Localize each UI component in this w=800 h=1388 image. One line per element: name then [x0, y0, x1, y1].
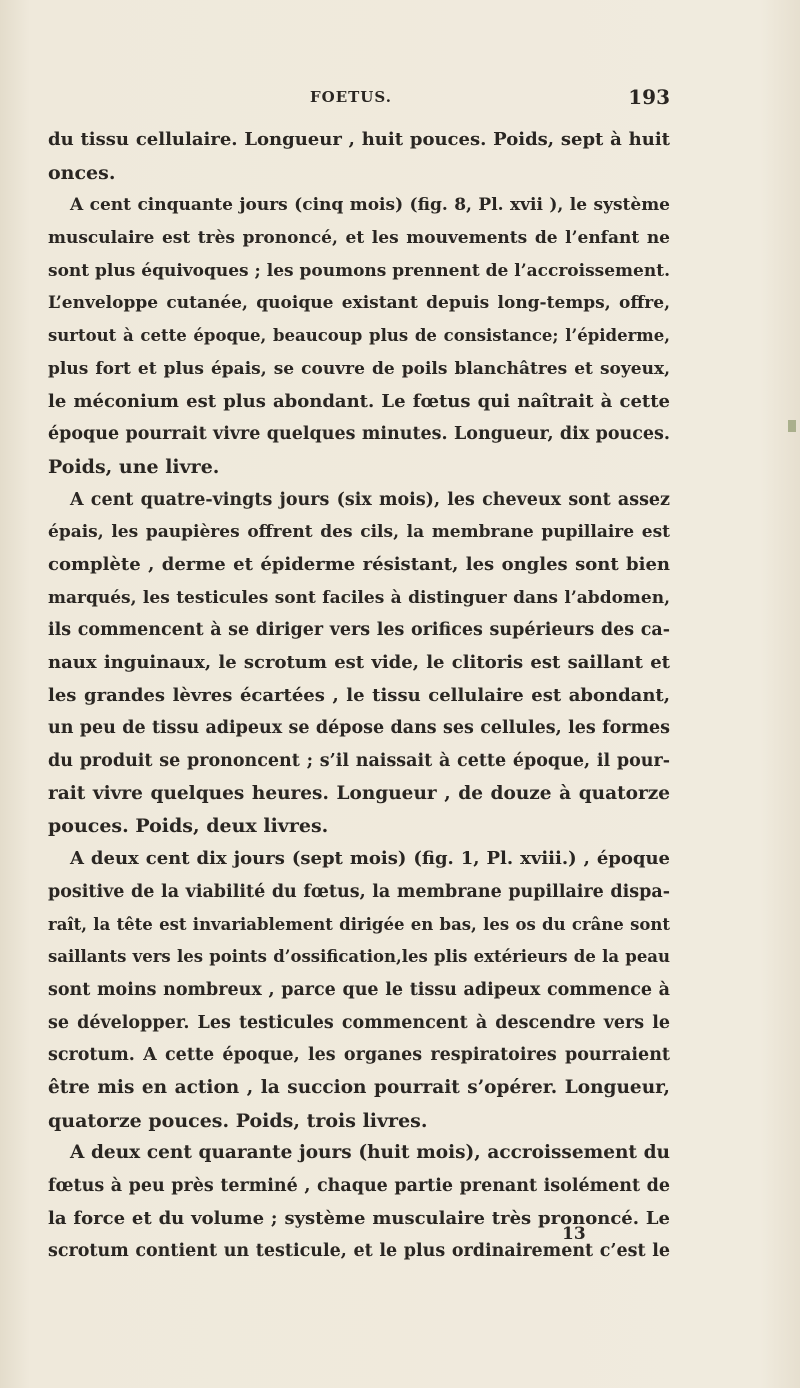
running-title: FOETUS.	[310, 88, 392, 106]
text-line: la force et du volume ; système musculaire très prononcé. Le	[48, 1207, 670, 1229]
text-line: surtout à cette époque, beaucoup plus de consistance; l’épiderme,	[48, 326, 670, 346]
page-header	[48, 85, 670, 118]
text-line: du produit se prononcent ; s’il naissait à cette époque, il pour-	[48, 751, 670, 772]
text-line: A deux cent quarante jours (huit mois), accroissement du	[70, 1142, 670, 1164]
text-line: ils commencent à se diriger vers les orifices supérieurs des ca-	[48, 620, 670, 641]
text-line: onces.	[48, 161, 116, 184]
text-line: saillants vers les points d’ossification,les plis extérieurs de la peau	[48, 947, 670, 967]
text-line: plus fort et plus épais, se couvre de poils blanchâtres et soyeux,	[48, 358, 670, 379]
text-line: pouces. Poids, deux livres.	[48, 815, 329, 838]
text-line: un peu de tissu adipeux se dépose dans ses cellules, les formes	[48, 718, 670, 739]
text-line: musculaire est très prononcé, et les mouvements de l’enfant ne	[48, 228, 670, 249]
text-line: complète , derme et épiderme résistant, les ongles sont bien	[48, 553, 670, 575]
text-line: époque pourrait vivre quelques minutes. Longueur, dix pouces.	[48, 424, 670, 445]
text-line: être mis en action , la succion pourrait s’opérer. Longueur,	[48, 1076, 670, 1098]
text-line: positive de la viabilité du fœtus, la membrane pupillaire dispa-	[48, 881, 670, 902]
text-line: sont moins nombreux , parce que le tissu adipeux commence à	[48, 979, 670, 1000]
text-line: L’enveloppe cutanée, quoique existant depuis long-temps, offre,	[48, 293, 670, 314]
text-line: rait vivre quelques heures. Longueur , de douze à quatorze	[48, 782, 670, 804]
page-number: 193	[628, 85, 670, 109]
text-line: scrotum. A cette époque, les organes respiratoires pourraient	[48, 1045, 670, 1066]
text-line: A cent quatre-vingts jours (six mois), les cheveux sont assez	[70, 489, 670, 510]
text-line: marqués, les testicules sont faciles à distinguer dans l’abdomen,	[48, 587, 670, 608]
text-line: A cent cinquante jours (cinq mois) (fig. 8, Pl. xvii ), le système	[70, 195, 670, 216]
text-line: les grandes lèvres écartées , le tissu cellulaire est abondant,	[48, 684, 670, 706]
text-line: A deux cent dix jours (sept mois) (fig. 1, Pl. xviii.) , époque	[70, 848, 670, 870]
text-line: scrotum contient un testicule, et le plus ordinairement c’est le	[48, 1241, 670, 1262]
signature-mark: 13	[562, 1224, 586, 1244]
text-line: du tissu cellulaire. Longueur , huit pouces. Poids, sept à huit	[48, 129, 670, 150]
text-line: fœtus à peu près terminé , chaque partie prenant isolément de	[48, 1176, 670, 1196]
text-line: Poids, une livre.	[48, 455, 220, 478]
text-line: quatorze pouces. Poids, trois livres.	[48, 1109, 428, 1132]
body-text	[48, 124, 670, 1268]
text-line: naux inguinaux, le scrotum est vide, le clitoris est saillant et	[48, 652, 670, 673]
text-line: le méconium est plus abondant. Le fœtus qui naîtrait à cette	[48, 390, 670, 412]
page-edge-mark	[788, 420, 796, 432]
text-line: raît, la tête est invariablement dirigée en bas, les os du crâne sont	[48, 914, 670, 934]
text-line: se développer. Les testicules commencent à descendre vers le	[48, 1012, 670, 1033]
text-line: sont plus équivoques ; les poumons prennent de l’accroissement.	[48, 260, 670, 281]
text-line: épais, les paupières offrent des cils, la membrane pupillaire est	[48, 522, 670, 543]
